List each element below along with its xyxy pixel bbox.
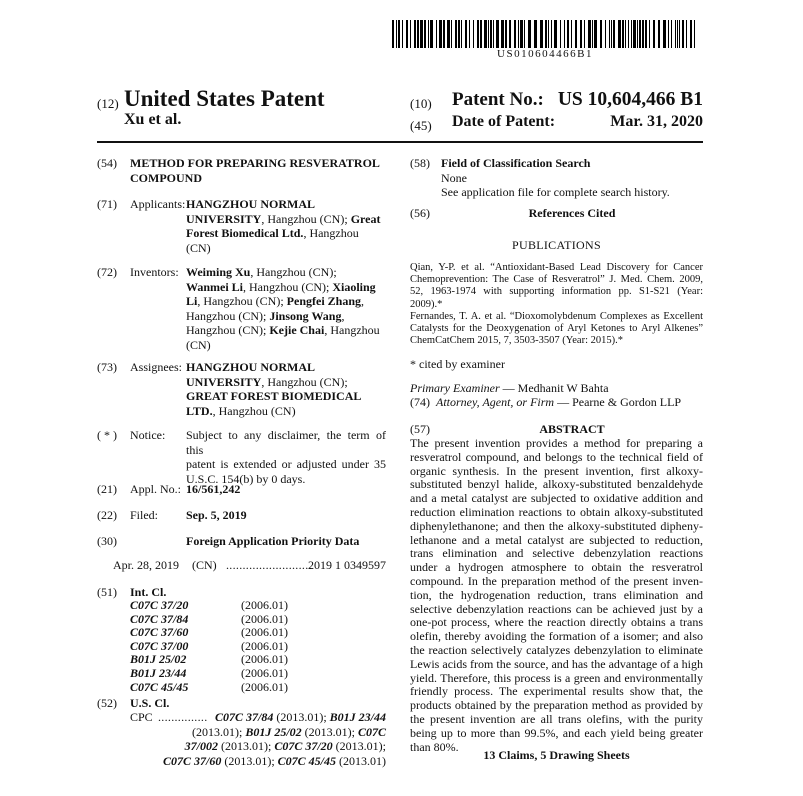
claims-drawing-sheets: 13 Claims, 5 Drawing Sheets (483, 748, 630, 762)
publications-heading: PUBLICATIONS (512, 238, 601, 252)
barcode-bar (695, 20, 698, 48)
code-56: (56) (410, 206, 430, 220)
int-cl-version: (2006.01) (241, 598, 288, 612)
code-12: (12) (97, 96, 119, 111)
abstract-text (410, 437, 703, 754)
cpc-line: C07C 37/60 (2013.01); C07C 45/45 (2013.01) (162, 753, 386, 768)
cpc-classifications (140, 710, 386, 768)
abstract-line: The present invention provides a method for preparing a (410, 436, 703, 450)
publication-line: 2009).* (410, 298, 443, 310)
abstract-line: resveratrol compound, and belongs to the technical field of (410, 449, 703, 464)
inventors: Weiming Xu, Hangzhou (CN); Wanmei Li, Hangzhou (CN); Xiaoling Li, Hangzhou (CN); Pengfei Zhang, Hangzhou (CN); Jinsong Wang, Hangzhou (CN); Kejie Chai, Hangzhou (CN) (186, 265, 380, 352)
int-cl-code: C07C 45/45 (130, 679, 189, 694)
code-72: (72) (97, 265, 117, 279)
abstract-line: organic synthesis. In the present invention, first alkoxy- (410, 463, 703, 478)
code-45: (45) (410, 118, 432, 133)
int-cl-version: (2006.01) (241, 611, 288, 626)
code-notice: ( * ) (97, 428, 117, 442)
barcode-number: US010604466B1 (497, 48, 593, 60)
inventors-label: Inventors: (130, 265, 179, 279)
code-30: (30) (97, 534, 117, 548)
date-label: Date of Patent: (452, 113, 556, 130)
code-52: (52) (97, 696, 117, 710)
code-73: (73) (97, 360, 117, 374)
attorney: (74) Attorney, Agent, or Firm — Pearne & Gordon LLP (410, 395, 682, 409)
int-cl-version: (2006.01) (241, 679, 288, 694)
barcode (392, 20, 698, 48)
appl-no-label: Appl. No.: (130, 482, 181, 496)
filed-date: Sep. 5, 2019 (186, 508, 247, 522)
inventors-short: Xu et al. (124, 111, 182, 128)
publication-line: Qian, Y-P. et al. “Antioxidant-Based Lead Discovery for Cancer (410, 262, 703, 273)
code-10: (10) (410, 96, 432, 111)
foreign-priority-heading: Foreign Application Priority Data (186, 534, 360, 548)
code-51: (51) (97, 585, 117, 599)
abstract-line: yield. Therefore, this process is a green and environmentally (410, 670, 703, 685)
priority-date: Apr. 28, 2019 (113, 558, 179, 572)
int-cl-version: (2006.01) (241, 625, 288, 640)
code-57: (57) (410, 422, 430, 436)
int-cl-version: (2006.01) (241, 652, 288, 667)
int-cl-version: (2006.01) (241, 638, 288, 653)
int-cl-version: (2006.01) (241, 665, 288, 680)
int-cl-code: B01J 25/02 (130, 652, 187, 667)
abstract-line: compound. In the preparation method of the present inven- (410, 573, 703, 588)
notice-text: Subject to any disclaimer, the term of this patent is extended or adjusted under 35 U.S.C. 154(b) by 0 days. (186, 428, 386, 486)
patent-title: United States Patent (124, 86, 325, 111)
abstract-line: the reaction selectively catalyzes debenzylation to eliminate (410, 642, 703, 657)
abstract-line: and a metal catalyst are subjected to oxidative addition and (410, 491, 703, 506)
publication-line: Fernandes, T. A. et al. “Dioxomolybdenum Complexes as Excellent (410, 310, 703, 322)
abstract-line: the present invention are all trans olefins, with the purity (410, 711, 703, 726)
us-cl-label: U.S. Cl. (130, 696, 170, 710)
references-cited-heading: References Cited (528, 206, 616, 220)
invention-title: METHOD FOR PREPARING RESVERATROL COMPOUND (130, 156, 380, 185)
abstract-line: under a hydrogen atmosphere to obtain the resveratrol (410, 560, 703, 575)
cpc-line: 37/002 (2013.01); C07C 37/20 (2013.01); (184, 739, 386, 753)
abstract-line: olefin, thereby avoiding the formation of a isomer; and also (410, 629, 703, 644)
notice-label: Notice: (130, 428, 166, 442)
assignees-label: Assignees: (130, 360, 182, 374)
publication-line: ChemCatChem 2015, 7, 3503-3507 (Year: 2015).* (410, 335, 623, 347)
code-58: (58) (410, 156, 430, 170)
abstract-line: than 80%. (410, 739, 459, 754)
abstract-line: reduction elimination reactions to obtain alkoxy-substituted (410, 504, 703, 519)
publication-line: Chemoprevention: The Case of Resveratrol” J. Med. Chem. 2009, (410, 274, 703, 286)
int-cl-code: C07C 37/20 (130, 598, 189, 612)
field-of-search: Field of Classification Search None See application file for complete search history. (441, 156, 670, 199)
cited-by-examiner: * cited by examiner (410, 357, 505, 371)
priority-dots: .......................... (226, 558, 312, 572)
cpc-line: C07C 37/84 (2013.01); B01J 23/44 (214, 710, 386, 724)
abstract-line: tion, the hydrogenation reduction, trans elimination and (410, 587, 703, 602)
int-cl-code: C07C 37/84 (130, 611, 189, 626)
patent-no-label: Patent No.: (452, 89, 544, 110)
cpc-dots: ............... (158, 710, 208, 724)
code-71: (71) (97, 197, 117, 211)
publication-line: 52, 1963-1974 with supporting information pp. S1-S21 (Year: (410, 286, 703, 298)
abstract-line: lethanone and a metal catalyst are subjected to reduction, (410, 532, 703, 547)
code-21: (21) (97, 482, 117, 496)
applicants-label: Applicants: (130, 197, 186, 211)
abstract-line: Lewis acids from the source, and has the advantage of a high (410, 656, 703, 671)
publication-line: Catalysts for the Deoxygenation of Aryl Ketones to Aryl Alkenes” (410, 323, 703, 335)
abstract-line: products obtained by the preparation method as provided by (410, 698, 703, 713)
patent-date: Mar. 31, 2020 (610, 113, 703, 130)
int-cl-list (130, 599, 390, 694)
patent-number: US 10,604,466 B1 (557, 89, 703, 110)
priority-number: 2019 1 0349597 (308, 558, 386, 572)
abstract-line: diphenylethanone; and then the alkoxy-substituted dipheny- (410, 518, 703, 533)
abstract-line: substituted benzyl halide, alkoxy-substituted benzaldehyde (410, 477, 703, 492)
abstract-heading: ABSTRACT (539, 422, 605, 436)
int-cl-label: Int. Cl. (130, 585, 167, 599)
int-cl-code: B01J 23/44 (130, 665, 187, 680)
abstract-line: friendly process. The experimental results show that, the (410, 684, 703, 699)
int-cl-code: C07C 37/00 (130, 638, 189, 653)
publications-list (410, 262, 703, 347)
applicants: HANGZHOU NORMAL UNIVERSITY, Hangzhou (CN); Great Forest Biomedical Ltd., Hangzhou (CN) (186, 197, 381, 255)
int-cl-code: C07C 37/60 (130, 625, 189, 640)
assignees: HANGZHOU NORMAL UNIVERSITY, Hangzhou (CN); GREAT FOREST BIOMEDICAL LTD., Hangzhou (CN) (186, 360, 362, 418)
code-22: (22) (97, 508, 117, 522)
appl-no: 16/561,242 (186, 482, 241, 496)
abstract-line: one-pot process, where the reaction directly obtains a trans (410, 615, 703, 630)
primary-examiner: Primary Examiner — Medhanit W Bahta (410, 381, 609, 395)
abstract-line: selective debenzylation reactions can be achieved just by a (410, 601, 703, 616)
cpc-label: CPC (130, 710, 153, 724)
header-rule (97, 141, 703, 143)
filed-label: Filed: (130, 508, 159, 522)
abstract-line: being up to more than 99.5%, and each yield being greater (410, 725, 703, 740)
code-54: (54) (97, 156, 117, 170)
priority-country: (CN) (192, 558, 217, 572)
abstract-line: trans elimination and selective debenzylation reactions (410, 546, 703, 561)
cpc-line: (2013.01); B01J 25/02 (2013.01); C07C (191, 724, 386, 739)
